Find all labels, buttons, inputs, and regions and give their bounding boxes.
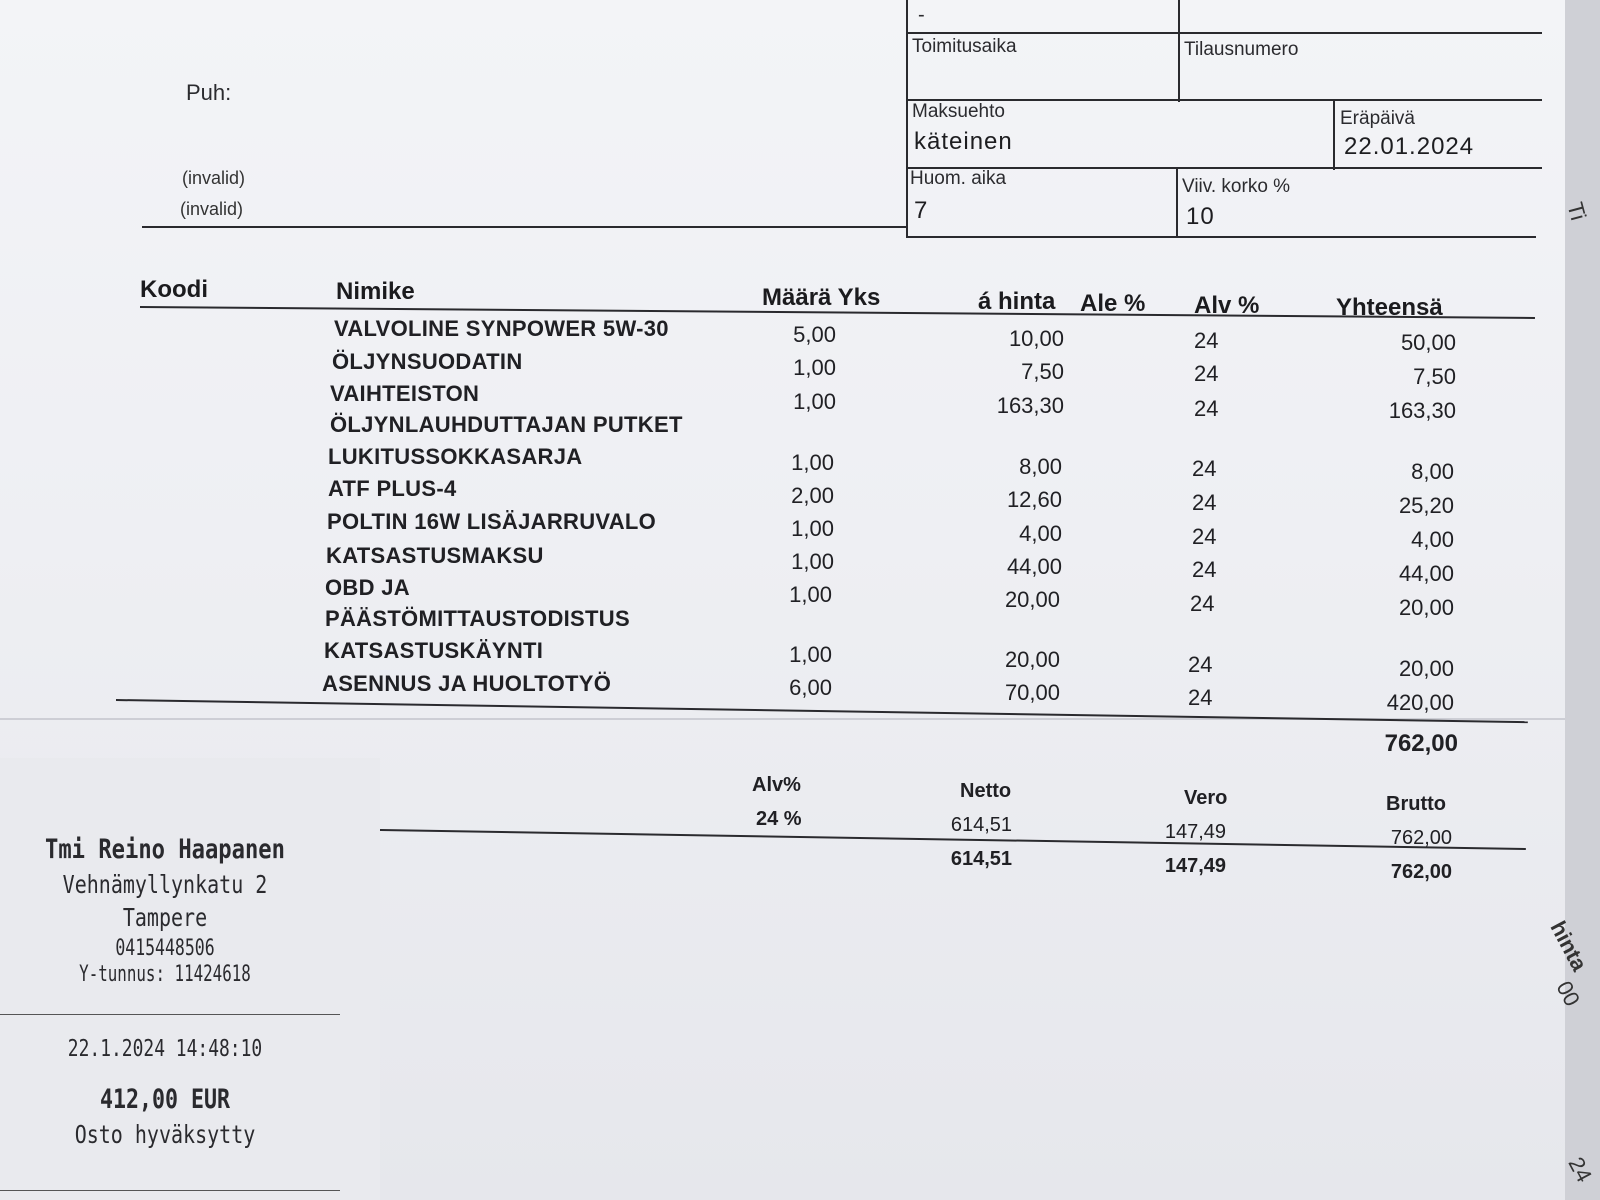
row-total: 25,20	[1398, 493, 1454, 518]
row-price: 163,30	[996, 393, 1064, 418]
vat-summary-header-tax: Vero	[1184, 787, 1228, 809]
header-grid-line	[906, 236, 1536, 238]
col-header-code: Koodi	[140, 276, 208, 303]
receipt-business-id: Y-tunnus: 11424618	[79, 962, 251, 987]
row-name: LUKITUSSOKKASARJA	[328, 444, 583, 469]
header-grid-line	[1333, 100, 1335, 170]
row-price: 8,00	[1019, 454, 1062, 479]
receipt-status: Osto hyväksytty	[74, 1120, 256, 1149]
col-header-total: Yhteensä	[1336, 294, 1443, 321]
row-vat: 24	[1190, 591, 1215, 616]
row-name: VAIHTEISTON	[330, 381, 480, 406]
vat-total-tax: 147,49	[1164, 855, 1226, 877]
row-price: 10,00	[1008, 326, 1064, 351]
row-total: 44,00	[1398, 561, 1454, 586]
tilausnumero-label: Tilausnumero	[1184, 39, 1299, 60]
invalid-line-2: (invalid)	[180, 199, 244, 219]
row-price: 20,00	[1004, 647, 1060, 672]
header-grid-line	[906, 32, 1542, 34]
col-header-unit-price: á hinta	[978, 288, 1056, 315]
header-grid-line	[1178, 0, 1180, 102]
erapaiva-value: 22.01.2024	[1344, 133, 1475, 160]
header-underline	[142, 226, 908, 228]
row-name: VALVOLINE SYNPOWER 5W-30	[334, 316, 669, 341]
row-vat: 24	[1194, 396, 1219, 421]
edge-scrap-text: hinta	[1545, 916, 1593, 976]
edge-scrap-text: Ti	[1562, 199, 1592, 224]
row-vat: 24	[1192, 524, 1217, 549]
row-vat: 24	[1192, 557, 1217, 582]
row-price: 4,00	[1019, 521, 1062, 546]
vat-summary-tax: 147,49	[1164, 821, 1226, 843]
row-total: 20,00	[1398, 595, 1454, 620]
phone-label: Puh:	[186, 80, 232, 105]
row-vat: 24	[1188, 685, 1213, 710]
receipt-city: Tampere	[122, 903, 208, 932]
row-vat: 24	[1194, 328, 1219, 353]
edge-scrap-text: 24	[1563, 1152, 1597, 1187]
row-qty: 6,00	[789, 675, 832, 700]
invalid-line-1: (invalid)	[182, 168, 246, 188]
row-price: 20,00	[1004, 587, 1060, 612]
vat-total-gross: 762,00	[1390, 861, 1452, 883]
col-header-discount: Ale %	[1080, 290, 1146, 317]
toimitusaika-label: Toimitusaika	[912, 36, 1017, 57]
row-price: 44,00	[1006, 554, 1062, 579]
receipt-datetime: 22.1.2024 14:48:10	[67, 1036, 263, 1062]
row-total: 20,00	[1398, 656, 1454, 681]
edge-scrap-text: 00	[1551, 976, 1585, 1011]
erapaiva-label: Eräpäivä	[1340, 108, 1415, 129]
huom-aika-value: 7	[914, 197, 929, 224]
row-name: ATF PLUS-4	[328, 476, 457, 501]
viiv-korko-value: 10	[1186, 203, 1215, 230]
receipt-business-name: Tmi Reino Haapanen	[45, 834, 285, 865]
row-qty: 1,00	[791, 516, 834, 541]
row-vat: 24	[1188, 652, 1213, 677]
row-qty: 2,00	[791, 483, 834, 508]
viiv-korko-label: Viiv. korko %	[1182, 176, 1291, 197]
row-name: OBD JA	[325, 575, 410, 600]
vat-summary-header-net: Netto	[960, 780, 1012, 802]
row-total: 4,00	[1411, 527, 1454, 552]
col-header-name: Nimike	[336, 278, 415, 305]
maksuehto-value: käteinen	[914, 128, 1013, 155]
receipt-divider	[0, 1190, 340, 1191]
row-total: 8,00	[1411, 459, 1454, 484]
vat-summary-header-rate: Alv%	[752, 774, 801, 796]
vat-total-net: 614,51	[950, 848, 1012, 870]
row-qty: 1,00	[791, 549, 834, 574]
row-name-continued: PÄÄSTÖMITTAUSTODISTUS	[325, 606, 630, 631]
row-total: 50,00	[1400, 330, 1456, 355]
huom-aika-label: Huom. aika	[910, 168, 1007, 189]
card-receipt	[0, 758, 380, 1200]
row-name: ÖLJYNSUODATIN	[332, 349, 523, 374]
row-price: 12,60	[1006, 487, 1062, 512]
grand-total: 762,00	[1384, 730, 1458, 757]
header-grid-line	[1176, 168, 1178, 238]
maksuehto-label: Maksuehto	[912, 101, 1005, 122]
row-name: ASENNUS JA HUOLTOTYÖ	[322, 671, 612, 696]
row-qty: 1,00	[791, 450, 834, 475]
adjacent-sheet	[1565, 0, 1600, 1200]
row-vat: 24	[1194, 361, 1219, 386]
row-price: 7,50	[1021, 359, 1064, 384]
row-price: 70,00	[1004, 680, 1060, 705]
row-qty: 1,00	[793, 389, 836, 414]
row-qty: 1,00	[789, 642, 832, 667]
col-header-vat: Alv %	[1194, 292, 1260, 319]
vat-summary-net: 614,51	[950, 814, 1012, 836]
vat-summary-rate: 24 %	[756, 808, 802, 830]
row-qty: 1,00	[789, 582, 832, 607]
top-dash: -	[918, 4, 925, 26]
vat-summary-header-gross: Brutto	[1386, 793, 1446, 815]
receipt-street: Vehnämyllynkatu 2	[62, 870, 268, 899]
row-vat: 24	[1192, 490, 1217, 515]
receipt-amount: 412,00 EUR	[99, 1084, 231, 1115]
col-header-qty-unit: Määrä Yks	[762, 284, 881, 311]
row-qty: 5,00	[793, 322, 836, 347]
row-total: 163,30	[1388, 398, 1456, 423]
row-name: POLTIN 16W LISÄJARRUVALO	[327, 509, 657, 534]
receipt-divider	[0, 1014, 340, 1015]
row-name: KATSASTUSMAKSU	[326, 543, 544, 568]
row-vat: 24	[1192, 456, 1217, 481]
row-name: KATSASTUSKÄYNTI	[324, 638, 544, 663]
row-qty: 1,00	[793, 355, 836, 380]
receipt-phone: 0415448506	[115, 936, 215, 961]
row-total: 7,50	[1413, 364, 1456, 389]
header-grid-line	[906, 0, 908, 236]
vat-summary-gross: 762,00	[1390, 827, 1452, 849]
row-name-continued: ÖLJYNLAUHDUTTAJAN PUTKET	[330, 412, 683, 437]
row-total: 420,00	[1386, 690, 1454, 715]
